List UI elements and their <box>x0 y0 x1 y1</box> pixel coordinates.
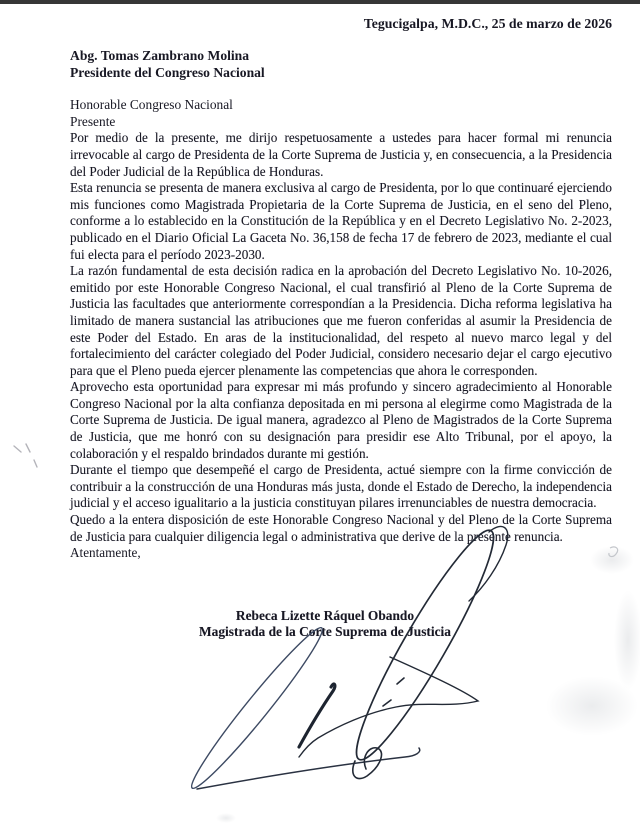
margin-marks <box>14 444 37 467</box>
closing-line: Atentamente, <box>70 545 141 561</box>
letter-content <box>70 4 612 641</box>
recipient-name: Abg. Tomas Zambrano Molina <box>70 48 250 63</box>
paragraph-magistrada: Esta renuncia se presenta de manera exclusiva al cargo de Presidenta, por lo que continuaré ejerciendo mis funciones como Magistrada Propietaria de la Corte Suprema de Justicia, en el seno del Pleno, conforme a lo establecido en la Constitución de la República y en el Decreto Legislativo No. 2-2023, publicado en el Diario Oficial La Gaceta No. 36,158 de fecha 17 de febrero de 2023, mediante el cual fui electa para el período 2023-2030. <box>70 180 612 262</box>
recipient-block <box>70 48 612 81</box>
paragraph-disposicion: Quedo a la entera disposición de este Honorable Congreso Nacional y del Pleno de la Corte Suprema de Justicia para cualquier diligencia legal o administrativa que derive de la presente renuncia. <box>70 512 612 544</box>
address-salutation: Presente <box>70 113 116 129</box>
paragraph-razon: La razón fundamental de esta decisión radica en la aprobación del Decreto Legislativo No. 10-2026, emitido por este Honorable Congreso Nacional, el cual transfirió al Pleno de la Corte Suprema de Justicia las facultades que anteriormente correspondían a la Presidencia. Dicha reforma legislativa ha limitado de manera sustancial las atribuciones que me fueron conferidas al asumir la Presidencia de este Poder del Estado. En aras de la institucionalidad, del respeto al nuevo marco legal y del fortalecimiento del carácter colegiado del Poder Judicial, considero necesario dejar el cargo ejecutivo para que el Pleno pueda ejercer plenamente las competencias que ahora le corresponden. <box>70 263 612 378</box>
date-line: Tegucigalpa, M.D.C., 25 de marzo de 2026 <box>363 16 612 31</box>
recipient-title: Presidente del Congreso Nacional <box>70 64 265 80</box>
signature-block <box>54 608 596 641</box>
paragraph-renuncia: Por medio de la presente, me dirijo respetuosamente a ustedes para hacer formal mi renuncia irrevocable al cargo de Presidenta de la Corte Suprema de Justicia y, en consecuencia, a la Presidencia del Poder Judicial de la República de Honduras. <box>70 130 612 179</box>
signer-name: Rebeca Lizette Ráquel Obando <box>235 607 415 623</box>
address-org: Honorable Congreso Nacional <box>70 97 233 113</box>
paragraph-gestion: Durante el tiempo que desempeñé el cargo de Presidenta, actué siempre con la firme convicción de contribuir a la construcción de una Honduras más justa, donde el Estado de Derecho, la independencia judicial y el acceso igualitario a la justicia constituyan pilares irrenunciables de nuestra democracia. <box>70 462 612 511</box>
address-block <box>70 97 612 130</box>
paragraph-agradecimiento: Aprovecho esta oportunidad para expresar mi más profundo y sincero agradecimiento al Honorable Congreso Nacional por la alta confianza depositada en mi persona al elegirme como Magistrada de la Corte Suprema de Justicia. De igual manera, agradezco al Pleno de Magistrados de la Corte Suprema de Justicia, que me honró con su designación para presidir ese Alto Tribunal, por el apoyo, la colaboración y el respaldo brindados durante mi gestión. <box>70 379 612 461</box>
signer-title: Magistrada de la Corte Suprema de Justicia <box>199 624 451 640</box>
